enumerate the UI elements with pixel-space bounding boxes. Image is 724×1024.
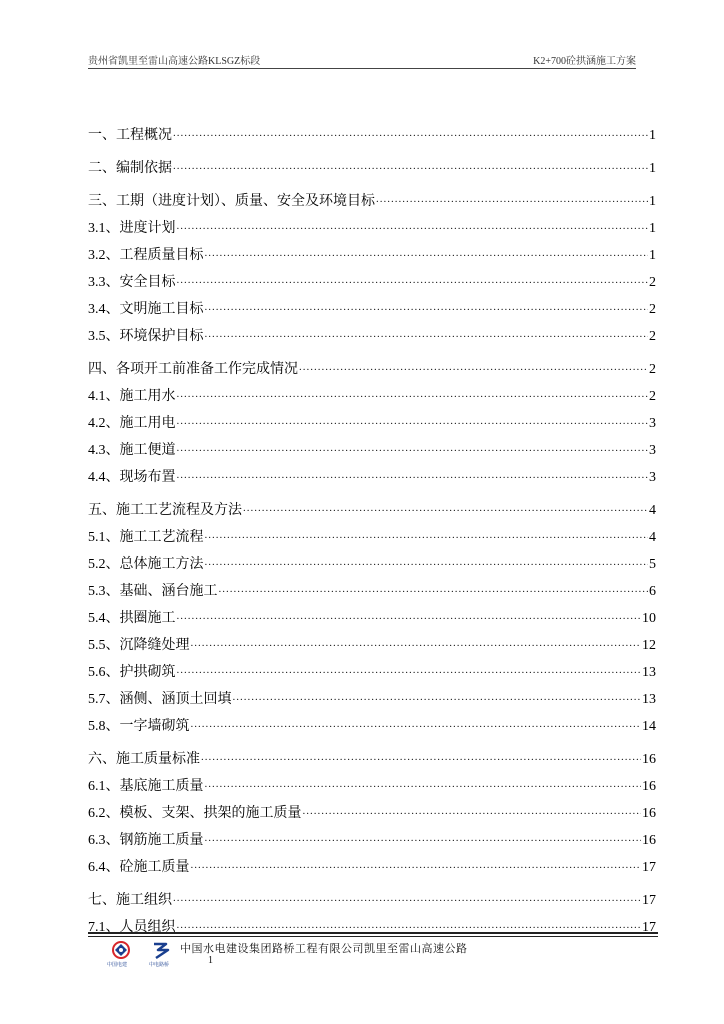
toc-entry-label: 3.1、进度计划 bbox=[88, 221, 176, 236]
toc-leader-dots bbox=[177, 412, 649, 430]
toc-entry-label: 七、施工组织 bbox=[88, 893, 172, 908]
toc-entry[interactable] bbox=[88, 883, 656, 910]
toc-entry-label: 4.2、施工用电 bbox=[88, 416, 176, 431]
toc-leader-dots bbox=[219, 580, 649, 598]
toc-leader-dots bbox=[177, 607, 642, 625]
toc-entry-label: 4.4、现场布置 bbox=[88, 470, 176, 485]
toc-entry-page: 1 bbox=[649, 161, 656, 176]
toc-leader-dots bbox=[201, 748, 641, 766]
toc-leader-dots bbox=[177, 385, 649, 403]
toc-entry[interactable] bbox=[88, 265, 656, 292]
toc-entry-page: 16 bbox=[642, 833, 656, 848]
toc-entry-page: 1 bbox=[649, 221, 656, 236]
toc-entry[interactable] bbox=[88, 118, 656, 145]
toc-entry[interactable] bbox=[88, 574, 656, 601]
toc-entry-label: 6.2、模板、支架、拱架的施工质量 bbox=[88, 806, 302, 821]
toc-entry[interactable] bbox=[88, 292, 656, 319]
toc-entry[interactable] bbox=[88, 379, 656, 406]
toc-leader-dots bbox=[205, 244, 649, 262]
toc-entry-label: 5.5、沉降缝处理 bbox=[88, 638, 190, 653]
toc-entry-page: 2 bbox=[649, 302, 656, 317]
toc-leader-dots bbox=[173, 157, 648, 175]
toc-entry[interactable] bbox=[88, 184, 656, 211]
toc-entry-label: 6.4、砼施工质量 bbox=[88, 860, 190, 875]
footer-divider-thick bbox=[88, 932, 658, 934]
header-right-title: K2+700砼拱涵施工方案 bbox=[533, 56, 636, 67]
toc-entry[interactable] bbox=[88, 460, 656, 487]
toc-entry-page: 3 bbox=[649, 470, 656, 485]
toc-entry[interactable] bbox=[88, 319, 656, 346]
toc-entry-label: 五、施工工艺流程及方法 bbox=[88, 503, 242, 518]
toc-entry[interactable] bbox=[88, 655, 656, 682]
toc-leader-dots bbox=[205, 553, 649, 571]
toc-entry[interactable] bbox=[88, 796, 656, 823]
toc-leader-dots bbox=[177, 271, 649, 289]
toc-entry-page: 3 bbox=[649, 416, 656, 431]
toc-leader-dots bbox=[191, 856, 642, 874]
toc-entry[interactable] bbox=[88, 742, 656, 769]
toc-entry-page: 13 bbox=[642, 665, 656, 680]
toc-entry-page: 17 bbox=[642, 893, 656, 908]
toc-entry-label: 5.7、涵侧、涵顶土回填 bbox=[88, 692, 232, 707]
toc-entry-label: 5.3、基础、涵台施工 bbox=[88, 584, 218, 599]
toc-entry-page: 4 bbox=[649, 530, 656, 545]
toc-entry-page: 2 bbox=[649, 389, 656, 404]
toc-leader-dots bbox=[173, 889, 641, 907]
toc-entry-label: 一、工程概况 bbox=[88, 128, 172, 143]
toc-entry-label: 3.2、工程质量目标 bbox=[88, 248, 204, 263]
toc-entry-label: 三、工期（进度计划）、质量、安全及环境目标 bbox=[88, 194, 375, 209]
toc-entry-page: 12 bbox=[642, 638, 656, 653]
toc-leader-dots bbox=[191, 634, 642, 652]
toc-entry[interactable] bbox=[88, 433, 656, 460]
toc-entry-page: 14 bbox=[642, 719, 656, 734]
toc-entry-label: 4.3、施工便道 bbox=[88, 443, 176, 458]
toc-leader-dots bbox=[243, 499, 648, 517]
toc-entry-label: 3.5、环境保护目标 bbox=[88, 329, 204, 344]
toc-entry[interactable] bbox=[88, 601, 656, 628]
toc-entry[interactable] bbox=[88, 769, 656, 796]
toc-leader-dots bbox=[205, 526, 649, 544]
toc-entry-page: 1 bbox=[649, 248, 656, 263]
page-header bbox=[88, 52, 636, 66]
toc-entry[interactable] bbox=[88, 493, 656, 520]
toc-entry-label: 二、编制依据 bbox=[88, 161, 172, 176]
toc-leader-dots bbox=[177, 661, 642, 679]
toc-entry[interactable] bbox=[88, 850, 656, 877]
toc-entry-page: 16 bbox=[642, 752, 656, 767]
toc-entry-label: 5.8、一字墙砌筑 bbox=[88, 719, 190, 734]
toc-entry[interactable] bbox=[88, 151, 656, 178]
toc-entry-page: 2 bbox=[649, 275, 656, 290]
toc-entry[interactable] bbox=[88, 520, 656, 547]
toc-entry-label: 3.3、安全目标 bbox=[88, 275, 176, 290]
toc-leader-dots bbox=[205, 298, 649, 316]
toc-entry-label: 5.6、护拱砌筑 bbox=[88, 665, 176, 680]
toc-leader-dots bbox=[205, 775, 642, 793]
toc-entry-page: 3 bbox=[649, 443, 656, 458]
toc-entry[interactable] bbox=[88, 211, 656, 238]
toc-entry-page: 2 bbox=[649, 329, 656, 344]
toc-entry-label: 4.1、施工用水 bbox=[88, 389, 176, 404]
toc-entry-page: 1 bbox=[649, 128, 656, 143]
toc-entry-page: 2 bbox=[649, 362, 656, 377]
toc-leader-dots bbox=[205, 829, 642, 847]
toc-entry-label: 5.1、施工工艺流程 bbox=[88, 530, 204, 545]
toc-entry-page: 6 bbox=[649, 584, 656, 599]
toc-leader-dots bbox=[233, 688, 642, 706]
toc-leader-dots bbox=[177, 439, 649, 457]
header-left-title: 贵州省凯里至雷山高速公路KLSGZ标段 bbox=[88, 56, 261, 67]
toc-entry[interactable] bbox=[88, 682, 656, 709]
toc-leader-dots bbox=[303, 802, 642, 820]
toc-entry-label: 3.4、文明施工目标 bbox=[88, 302, 204, 317]
header-divider bbox=[88, 68, 636, 69]
toc-entry-page: 16 bbox=[642, 806, 656, 821]
toc-leader-dots bbox=[177, 466, 649, 484]
toc-entry-label: 四、各项开工前准备工作完成情况 bbox=[88, 362, 298, 377]
toc-entry[interactable] bbox=[88, 406, 656, 433]
footer-page-number: 1 bbox=[208, 955, 213, 966]
toc-entry-page: 10 bbox=[642, 611, 656, 626]
toc-entry[interactable] bbox=[88, 352, 656, 379]
toc-leader-dots bbox=[299, 358, 648, 376]
toc-leader-dots bbox=[376, 190, 648, 208]
toc-entry[interactable] bbox=[88, 823, 656, 850]
toc-entry-page: 17 bbox=[642, 860, 656, 875]
footer-company-name: 中国水电建设集团路桥工程有限公司凯里至雷山高速公路 bbox=[180, 942, 468, 955]
toc-entry-label: 7.1、人员组织 bbox=[88, 920, 176, 935]
toc-entry-page: 4 bbox=[649, 503, 656, 518]
toc-entry-label: 5.2、总体施工方法 bbox=[88, 557, 204, 572]
toc-entry-label: 6.1、基底施工质量 bbox=[88, 779, 204, 794]
toc-leader-dots bbox=[177, 217, 649, 235]
logo1-caption: 中国电建 bbox=[107, 962, 128, 968]
footer-divider-thin bbox=[88, 936, 658, 937]
toc-entry-page: 5 bbox=[649, 557, 656, 572]
toc-entry-page: 1 bbox=[649, 194, 656, 209]
logo2-caption: 中电路桥 bbox=[149, 962, 170, 968]
table-of-contents bbox=[88, 118, 656, 937]
toc-entry[interactable] bbox=[88, 709, 656, 736]
toc-entry-label: 六、施工质量标准 bbox=[88, 752, 200, 767]
toc-leader-dots bbox=[191, 715, 642, 733]
toc-entry-page: 17 bbox=[642, 920, 656, 935]
toc-entry-page: 13 bbox=[642, 692, 656, 707]
toc-leader-dots bbox=[205, 325, 649, 343]
toc-entry[interactable] bbox=[88, 547, 656, 574]
toc-entry-label: 6.3、钢筋施工质量 bbox=[88, 833, 204, 848]
toc-entry[interactable] bbox=[88, 628, 656, 655]
toc-entry-page: 16 bbox=[642, 779, 656, 794]
toc-entry-label: 5.4、拱圈施工 bbox=[88, 611, 176, 626]
toc-entry[interactable] bbox=[88, 238, 656, 265]
toc-leader-dots bbox=[173, 124, 648, 142]
